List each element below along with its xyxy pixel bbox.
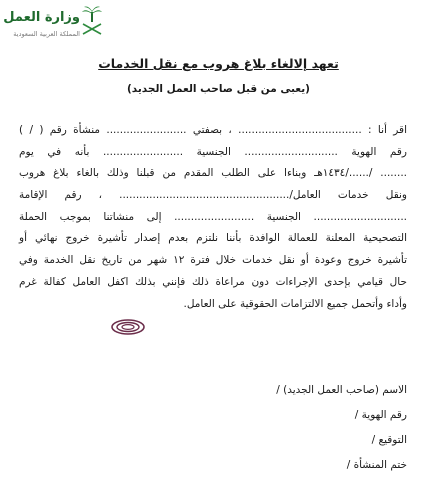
pledge-line: اقر أنا : ..................................... ، بصفتي ........................ منشأة رقم ( / ): [19, 124, 407, 136]
document-title: تعهد إلالغاء بلاغ هروب مع نقل الخدمات: [98, 56, 339, 71]
ministry-name: وزارة العمل: [3, 10, 80, 25]
pledge-line: تأشيرة خروج وعودة أو نقل خدمات خلال فترة ١٢ شهر من تاريخ نقل الخدمة وفي: [19, 254, 408, 267]
pledge-line: رقم الهوية ............................ الجنسية ........................ بأنه في يوم: [19, 145, 407, 158]
pledge-line: ........ /....../١٤٣٤هـ وبناءا على الطلب المقدم من قبلنا وذلك بالغاء بلاغ هروب: [19, 167, 408, 180]
stamp-label: ختم المنشأة /: [346, 459, 407, 471]
ministry-logo: [3, 4, 106, 48]
pledge-body: [19, 120, 407, 315]
document-subtitle: (يعبى من قبل صاحب العمل الجديد): [127, 83, 310, 95]
palm-swords-icon: [80, 4, 104, 38]
name-label: الاسم (صاحب العمل الجديد) /: [276, 384, 407, 396]
pledge-line: حال قيامي بإحدى الإجراءات دون مراعاة ذلك فإنني بذلك اكفل العامل كفالة غرم: [19, 275, 407, 288]
signature-label: التوقيع /: [371, 434, 407, 446]
pledge-line: ............................ الجنسية ........................ إلى منشاتنا بموجب الحملة: [19, 210, 407, 223]
pledge-line: وأداء وأتحمل جميع الالتزامات الحقوقية على العامل.: [183, 297, 407, 310]
eye-stamp-icon: [110, 318, 146, 336]
signature-block: [107, 378, 407, 478]
id-label: رقم الهوية /: [354, 409, 407, 421]
pledge-line: ونقل خدمات العامل/................................................... ، رقم الإقامة: [19, 189, 407, 202]
pledge-line: التصحيحية المعلنة للعمالة الوافدة بأننا نلتزم بعدم إصدار تأشيرة خروج نهائي أو: [19, 232, 407, 245]
kingdom-name: المملكة العربية السعودية: [13, 30, 80, 38]
